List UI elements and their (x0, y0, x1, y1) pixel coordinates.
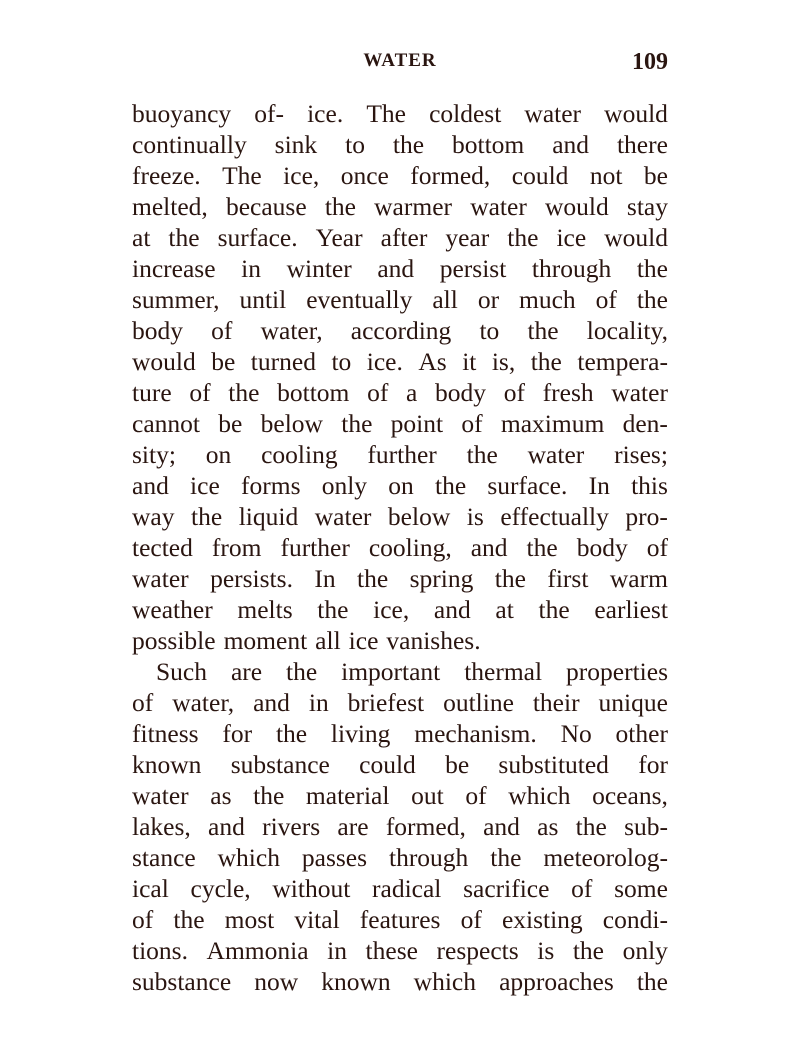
word: the (357, 564, 389, 593)
word: In (588, 471, 610, 500)
word: unique (598, 688, 668, 717)
word: approaches (499, 967, 614, 996)
text-line (132, 439, 668, 470)
word: as (210, 781, 232, 810)
word: for (638, 750, 668, 779)
word: water (611, 378, 668, 407)
word: below (387, 502, 451, 531)
word: at (132, 223, 151, 252)
word: freeze. (132, 161, 201, 190)
word: water (524, 99, 582, 128)
word: earliest (594, 595, 668, 624)
word: the (253, 781, 285, 810)
word: the (324, 192, 356, 221)
word: once (340, 161, 389, 190)
word: the (275, 719, 308, 748)
word: water (527, 440, 585, 469)
word: further (367, 440, 437, 469)
word: the (538, 595, 570, 624)
word: of (132, 688, 154, 717)
word: living (330, 719, 391, 748)
word: liquid (238, 502, 299, 531)
text-line (132, 749, 668, 780)
word: Such (156, 657, 207, 686)
word: melted, (132, 192, 208, 221)
word: water, (172, 688, 235, 717)
word: this (631, 471, 668, 500)
word: the (317, 595, 349, 624)
word: tions. (132, 936, 188, 965)
word: condi- (602, 905, 668, 934)
word: No (560, 719, 592, 748)
word: fitness (132, 719, 199, 748)
word: there (616, 130, 668, 159)
word: thermal (464, 657, 543, 686)
text-line (132, 873, 668, 904)
word: effectually (500, 502, 609, 531)
word: den- (622, 409, 668, 438)
word: now (254, 967, 299, 996)
word: formed, (385, 812, 466, 841)
text-line (132, 811, 668, 842)
word: water (470, 192, 527, 221)
word: and (483, 812, 520, 841)
word: of (132, 905, 154, 934)
word: known (321, 967, 391, 996)
running-head (132, 50, 668, 78)
word: to (331, 347, 352, 376)
word: would (604, 99, 668, 128)
word: be (211, 347, 236, 376)
word: could (511, 161, 569, 190)
word: the (435, 471, 467, 500)
word: be (218, 409, 243, 438)
word: of (367, 378, 389, 407)
word: and (253, 688, 290, 717)
body-text (132, 98, 668, 997)
text-line (132, 625, 668, 656)
text-line (132, 718, 668, 749)
text-line (132, 904, 668, 935)
word: without (272, 874, 351, 903)
word: and (377, 254, 415, 283)
word: of (460, 905, 482, 934)
word: year (445, 223, 490, 252)
word: be (445, 750, 470, 779)
text-line (132, 98, 668, 129)
word: As (418, 347, 447, 376)
word: oceans, (592, 781, 668, 810)
word: The (222, 161, 262, 190)
word: persist (439, 254, 507, 283)
text-line (132, 501, 668, 532)
word: stance (132, 843, 196, 872)
word: water (132, 781, 189, 810)
word: the (341, 409, 373, 438)
word: and (470, 533, 508, 562)
word: in (327, 936, 347, 965)
word: sity; (132, 440, 176, 469)
word: important (341, 657, 441, 686)
word: outline (443, 688, 514, 717)
word: first (547, 564, 589, 593)
word: body (132, 316, 183, 345)
page-number: 109 (632, 49, 668, 75)
word: coldest (429, 99, 502, 128)
word: features (359, 905, 441, 934)
word: ture (132, 378, 172, 407)
text-line (132, 315, 668, 346)
word: is (466, 502, 484, 531)
word: cooling, (368, 533, 452, 562)
text-line (132, 408, 668, 439)
word: the (490, 843, 522, 872)
word: material (305, 781, 390, 810)
text-line (132, 780, 668, 811)
word: the (173, 905, 205, 934)
word: In (314, 564, 336, 593)
word: other (615, 719, 668, 748)
word: maximum (500, 409, 605, 438)
word: weather (132, 595, 213, 624)
word: of (461, 409, 483, 438)
word: forms (241, 471, 301, 500)
word: would (132, 347, 196, 376)
word: or (477, 285, 500, 314)
word: rivers (262, 812, 321, 841)
word: which (413, 967, 476, 996)
word: ice (190, 471, 220, 500)
word: the (527, 316, 559, 345)
word: of (465, 781, 487, 810)
word: tempera- (577, 347, 668, 376)
word: spring (409, 564, 474, 593)
word: at (495, 595, 514, 624)
word: of (211, 316, 233, 345)
word: known (132, 750, 202, 779)
word: these (365, 936, 418, 965)
text-line (132, 470, 668, 501)
word: and (552, 130, 590, 159)
word: the (575, 812, 607, 841)
word: the (191, 502, 223, 531)
word: ice, (373, 595, 410, 624)
word: existing (501, 905, 583, 934)
word: increase (132, 254, 216, 283)
text-line (132, 966, 668, 997)
word: cycle, (190, 874, 251, 903)
word: surface. (487, 471, 568, 500)
word: sink (274, 130, 318, 159)
word: and (132, 471, 169, 500)
word: on (388, 471, 414, 500)
word: out (411, 781, 444, 810)
word: fresh (542, 378, 594, 407)
word: their (532, 688, 580, 717)
word: respects (436, 936, 519, 965)
word: only (622, 936, 668, 965)
word: properties (566, 657, 668, 686)
text-line (132, 253, 668, 284)
word: point (390, 409, 444, 438)
text-line (132, 687, 668, 718)
word: it (462, 347, 477, 376)
word: the (526, 533, 558, 562)
word: and (433, 595, 471, 624)
word: all (315, 626, 341, 655)
text-line (132, 160, 668, 191)
word: vanishes. (386, 626, 481, 655)
word: Ammonia (206, 936, 309, 965)
word: is, (491, 347, 516, 376)
word: the (168, 223, 200, 252)
word: the (286, 657, 318, 686)
word: are (230, 657, 263, 686)
word: lakes, (132, 812, 191, 841)
word: moment (223, 626, 308, 655)
word: some (614, 874, 668, 903)
word: locality, (586, 316, 668, 345)
word: melts (237, 595, 293, 624)
word: from (211, 533, 262, 562)
word: passes (301, 843, 368, 872)
word: sacrifice (463, 874, 550, 903)
text-line (132, 656, 668, 687)
word: eventually (306, 285, 413, 314)
text-line (132, 532, 668, 563)
word: which (217, 843, 280, 872)
word: through (531, 254, 612, 283)
word: the (392, 130, 425, 159)
word: possible (132, 626, 216, 655)
word: The (366, 99, 406, 128)
word: to (345, 130, 365, 159)
word: summer, (132, 285, 220, 314)
word: surface. (217, 223, 298, 252)
word: are (337, 812, 369, 841)
word: ice (348, 626, 379, 655)
word: the (636, 285, 668, 314)
word: of (646, 533, 668, 562)
word: body (435, 378, 487, 407)
word: all (432, 285, 458, 314)
word: bottom (277, 378, 350, 407)
word: ical (132, 874, 169, 903)
word: to (479, 316, 500, 345)
word: because (225, 192, 307, 221)
word: and (208, 812, 245, 841)
word: buoyancy (132, 99, 232, 128)
word: bottom (452, 130, 525, 159)
word: cannot (132, 409, 200, 438)
word: the (636, 254, 668, 283)
word: winter (286, 254, 352, 283)
text-line (132, 129, 668, 160)
word: only (321, 471, 368, 500)
text-line (132, 377, 668, 408)
word: of (595, 285, 617, 314)
word: vital (294, 905, 340, 934)
word: the (636, 967, 668, 996)
word: below (260, 409, 323, 438)
word: continually (132, 130, 247, 159)
word: pro- (625, 502, 668, 531)
word: the (530, 347, 562, 376)
text-line (132, 842, 668, 873)
word: substance (230, 750, 330, 779)
word: body (576, 533, 628, 562)
word: for (222, 719, 253, 748)
word: water (314, 502, 372, 531)
word: briefest (347, 688, 425, 717)
running-title: WATER (363, 50, 437, 71)
word: according (350, 316, 452, 345)
word: substituted (498, 750, 609, 779)
word: warm (609, 564, 668, 593)
word: the (466, 440, 498, 469)
word: the (228, 378, 260, 407)
word: substance (132, 967, 232, 996)
word: be (643, 161, 668, 190)
word: water, (260, 316, 323, 345)
word: not (589, 161, 623, 190)
word: would (545, 192, 609, 221)
word: ice (556, 223, 587, 252)
word: of (571, 874, 593, 903)
word: as (537, 812, 559, 841)
word: persists. (210, 564, 293, 593)
word: way (132, 502, 175, 531)
word: much (519, 285, 576, 314)
text-line (132, 222, 668, 253)
word: on (205, 440, 232, 469)
word: further (280, 533, 350, 562)
word: would (604, 223, 668, 252)
word: ice. (366, 347, 403, 376)
word: until (239, 285, 287, 314)
word: sub- (624, 812, 668, 841)
word: in (241, 254, 261, 283)
word: could (359, 750, 416, 779)
word: after (380, 223, 428, 252)
word: turned (250, 347, 316, 376)
word: rises; (614, 440, 668, 469)
word: the (494, 564, 526, 593)
word: ice. (307, 99, 344, 128)
word: of- (254, 99, 284, 128)
word: Year (315, 223, 363, 252)
word: tected (132, 533, 193, 562)
word: through (388, 843, 469, 872)
text-line (132, 191, 668, 222)
word: the (507, 223, 539, 252)
word: formed, (410, 161, 491, 190)
word: water (132, 564, 189, 593)
word: ice, (283, 161, 320, 190)
word: meteorolog- (543, 843, 668, 872)
text-line (132, 594, 668, 625)
word: stay (626, 192, 668, 221)
word: most (224, 905, 275, 934)
text-line (132, 563, 668, 594)
word: is (537, 936, 555, 965)
word: a (406, 378, 418, 407)
word: warmer (374, 192, 453, 221)
word: which (508, 781, 571, 810)
word: of (189, 378, 211, 407)
text-line (132, 284, 668, 315)
text-line (132, 935, 668, 966)
word: of (503, 378, 525, 407)
word: in (308, 688, 329, 717)
text-line (132, 346, 668, 377)
word: mechanism. (414, 719, 537, 748)
word: the (572, 936, 604, 965)
word: radical (372, 874, 442, 903)
word: cooling (261, 440, 338, 469)
